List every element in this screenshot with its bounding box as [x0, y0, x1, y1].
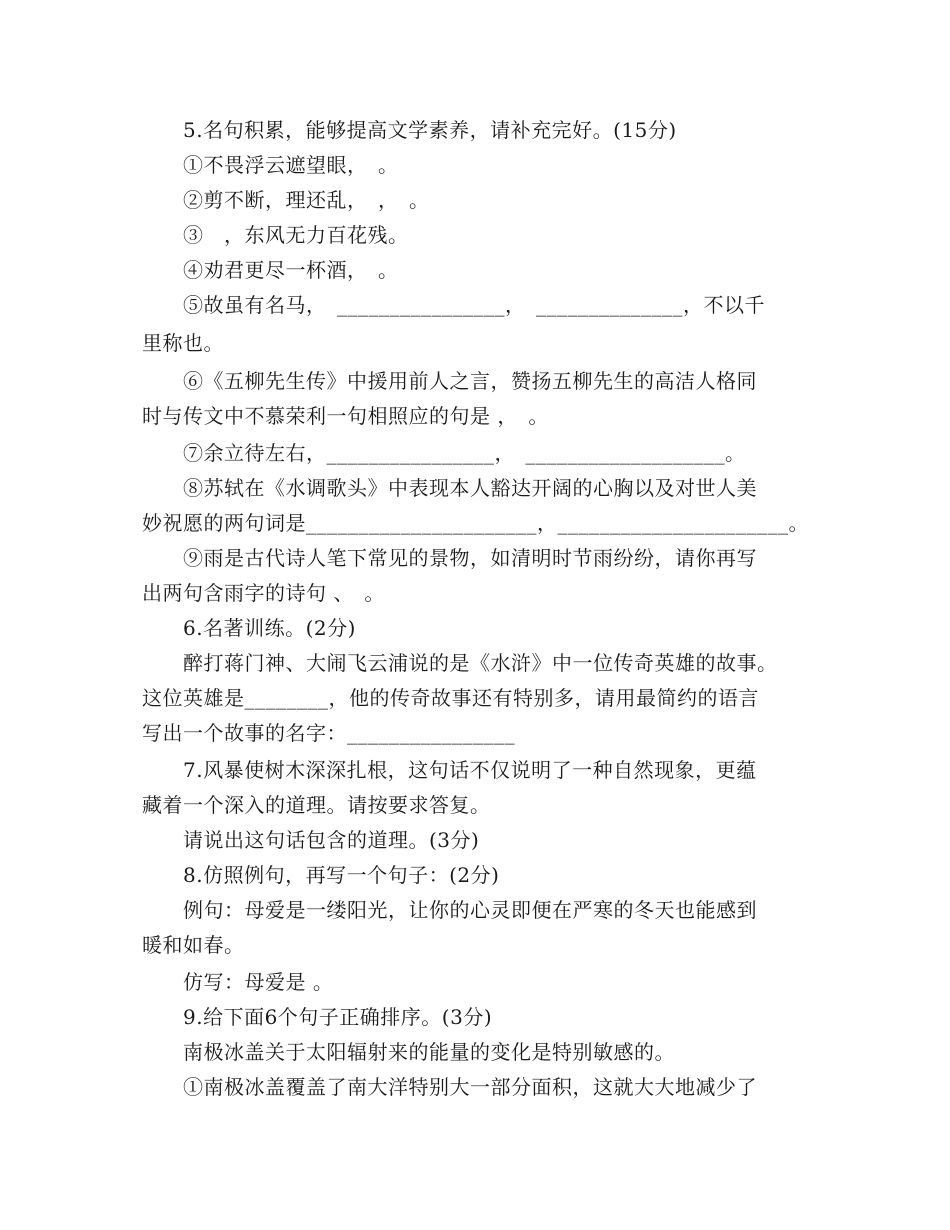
question-5-item-8: ⑧苏轼在《水调歌头》中表现本人豁达开阔的心胸以及对世人美	[183, 476, 757, 500]
question-9-lead: 南极冰盖关于太阳辐射来的能量的变化是特别敏感的。	[183, 1040, 675, 1064]
question-7-prompt: 请说出这句话包含的道理。(3分)	[183, 828, 480, 852]
question-6-heading: 6.名著训练。(2分)	[183, 616, 356, 640]
question-9-heading: 9.给下面6个句子正确排序。(3分)	[183, 1005, 493, 1029]
question-8-imitation: 仿写：母爱是 。	[183, 970, 334, 994]
question-5-item-5: ⑤故虽有名马， ________________， ______________，不以千	[183, 293, 765, 317]
question-5-item-9-cont: 出两句含雨字的诗句 、 。	[142, 581, 385, 605]
question-5-item-4: ④劝君更尽一杯酒， 。	[183, 258, 399, 282]
question-6-body-cont-1: 这位英雄是________，他的传奇故事还有特别多，请用最简约的语言	[142, 686, 759, 710]
question-8-example: 例句：母爱是一缕阳光，让你的心灵即便在严寒的冬天也能感到	[183, 898, 757, 922]
question-5-item-9: ⑨雨是古代诗人笔下常见的景物，如清明时节雨纷纷，请你再写	[183, 546, 757, 570]
question-6-body-cont-2: 写出一个故事的名字：________________	[142, 721, 515, 745]
question-7-heading-cont: 藏着一个深入的道理。请按要求答复。	[142, 793, 491, 817]
question-7-heading: 7.风暴使树木深深扎根，这句话不仅说明了一种自然现象，更蕴	[183, 758, 757, 782]
question-6-body: 醉打蒋门神、大闹飞云浦说的是《水浒》中一位传奇英雄的故事。	[183, 651, 778, 675]
question-5-heading: 5.名句积累，能够提高文学素养，请补充完好。(15分)	[183, 118, 677, 142]
question-5-item-7: ⑦余立待左右，________________， ___________________。	[183, 441, 746, 465]
question-5-item-8-cont: 妙祝愿的两句词是______________________，______________________。	[142, 511, 809, 535]
question-5-item-2: ②剪不断，理还乱， ， 。	[183, 188, 430, 212]
question-8-example-cont: 暖和如春。	[142, 933, 245, 957]
question-8-heading: 8.仿照例句，再写一个句子：(2分)	[183, 863, 500, 887]
question-9-item-1: ①南极冰盖覆盖了南大洋特别大一部分面积，这就大大地减少了	[183, 1075, 757, 1099]
question-5-item-3: ③ ，东风无力百花残。	[183, 223, 409, 247]
question-5-item-6: ⑥《五柳先生传》中援用前人之言，赞扬五柳先生的高洁人格同	[183, 369, 757, 393]
question-5-item-5-cont: 里称也。	[142, 331, 224, 355]
question-5-item-1: ①不畏浮云遮望眼， 。	[183, 153, 399, 177]
question-5-item-6-cont: 时与传文中不慕荣利一句相照应的句是 ， 。	[142, 404, 549, 428]
